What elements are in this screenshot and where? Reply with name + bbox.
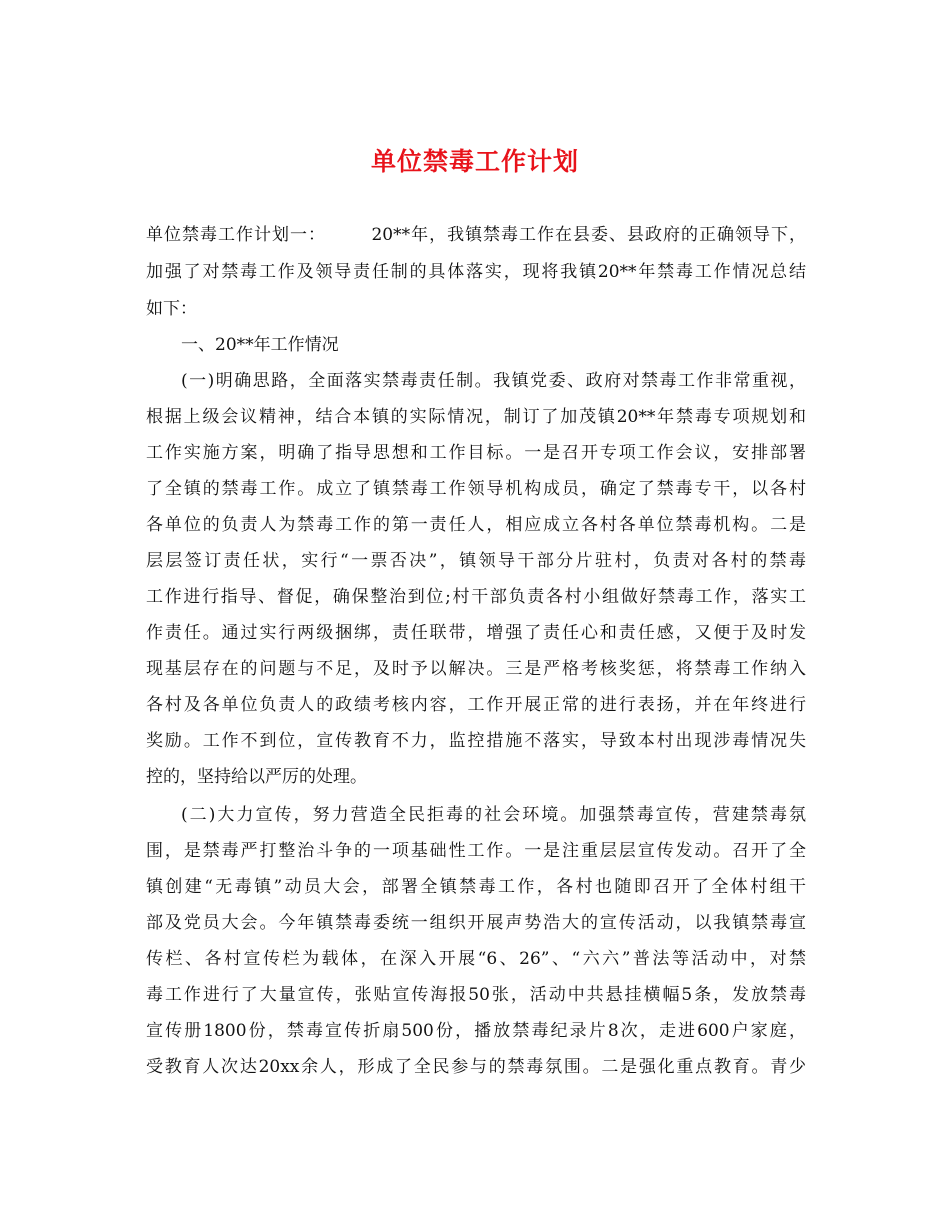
body-line: 单位禁毒工作计划一： 20**年，我镇禁毒工作在县委、县政府的正确领导下， (146, 225, 806, 245)
body-line: 如下： (146, 299, 197, 319)
body-line: 根据上级会议精神，结合本镇的实际情况，制订了加茂镇20**年禁毒专项规划和 (146, 407, 806, 427)
body-line: 镇创建“无毒镇”动员大会，部署全镇禁毒工作，各村也随即召开了全体村组干 (146, 877, 806, 897)
body-line: 加强了对禁毒工作及领导责任制的具体落实，现将我镇20**年禁毒工作情况总结 (146, 262, 806, 282)
body-line: 毒工作进行了大量宣传，张贴宣传海报50张，活动中共悬挂横幅5条，发放禁毒 (146, 985, 806, 1005)
body-line: 层层签订责任状，实行“一票否决”，镇领导干部分片驻村，负责对各村的禁毒 (146, 551, 806, 571)
body-line: 控的，坚持给以严厉的处理。 (146, 767, 367, 787)
body-line: 现基层存在的问题与不足，及时予以解决。三是严格考核奖惩，将禁毒工作纳入 (146, 659, 806, 679)
body-line: 了全镇的禁毒工作。成立了镇禁毒工作领导机构成员，确定了禁毒专干，以各村 (146, 479, 806, 499)
body-line: 宣传册1800份，禁毒宣传折扇500份，播放禁毒纪录片8次，走进600户家庭， (146, 1021, 806, 1041)
body-line: 作责任。通过实行两级捆绑，责任联带，增强了责任心和责任感，又便于及时发 (146, 623, 806, 643)
body-line: 各村及各单位负责人的政绩考核内容，工作开展正常的进行表扬，并在年终进行 (146, 695, 806, 715)
body-line: 围，是禁毒严打整治斗争的一项基础性工作。一是注重层层宣传发动。召开了全 (146, 841, 806, 861)
body-line: 受教育人次达20xx余人，形成了全民参与的禁毒氛围。二是强化重点教育。青少 (146, 1057, 806, 1077)
body-line: 各单位的负责人为禁毒工作的第一责任人，相应成立各村各单位禁毒机构。二是 (146, 515, 806, 535)
body-line: 工作实施方案，明确了指导思想和工作目标。一是召开专项工作会议，安排部署 (146, 443, 806, 463)
section-heading: 一、20**年工作情况 (181, 335, 339, 355)
body-line: (一)明确思路，全面落实禁毒责任制。我镇党委、政府对禁毒工作非常重视， (181, 371, 806, 391)
body-line: 部及党员大会。今年镇禁毒委统一组织开展声势浩大的宣传活动，以我镇禁毒宣 (146, 913, 806, 933)
body-line: 奖励。工作不到位，宣传教育不力，监控措施不落实，导致本村出现涉毒情况失 (146, 731, 806, 751)
body-line: 工作进行指导、督促，确保整治到位;村干部负责各村小组做好禁毒工作，落实工 (146, 587, 806, 607)
document-title: 单位禁毒工作计划 (370, 147, 579, 176)
body-line: (二)大力宣传，努力营造全民拒毒的社会环境。加强禁毒宣传，营建禁毒氛 (181, 805, 806, 825)
body-line: 传栏、各村宣传栏为载体，在深入开展“6、26”、“六六”普法等活动中，对禁 (146, 949, 806, 969)
